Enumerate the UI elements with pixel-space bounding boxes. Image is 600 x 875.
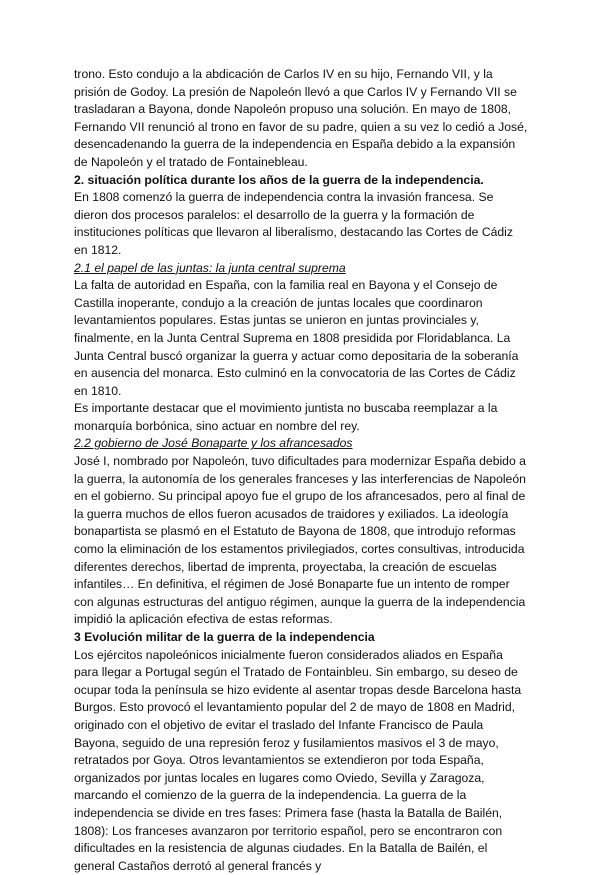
subheading-papel-juntas: 2.1 el papel de las juntas: la junta central suprema (74, 260, 346, 275)
section-heading-evolucion-militar: 3 Evolución militar de la guerra de la independencia (74, 630, 375, 644)
section-heading-situacion-politica: 2. situación política durante los años de la guerra de la independencia. (74, 172, 484, 187)
paragraph-jose-i: José I, nombrado por Napoleón, tuvo dificultades para modernizar España debido a la guerra, la autonomía de los generales franceses y las interferencias de Napoleón en el gobierno. Su principal apoyo fue el grupo de los afrancesados, pero al final de la guerra muchos de ellos fueron acusados de traidores y exiliados. La ideología bonapartista se plasmó en el Estatuto de Bayona de 1808, que introdujo reformas como la eliminación de los estamentos privilegiados, cortes consultivas, introducida diferentes derechos, libertad de imprenta, proyectaba, la creación de escuelas infantiles… En definitiva, el régimen de José Bonaparte fue un intento de romper con algunas estructuras del antiguo régimen, aunque la guerra de la independencia impidió la aplicación efectiva de estas reformas. (74, 454, 526, 627)
paragraph-guerra-independencia: En 1808 comenzó la guerra de independencia contra la invasión francesa. Se dieron dos procesos paralelos: el desarrollo de la guerra y la formación de instituciones políticas que llevaron al liberalismo, destacando las Cortes de Cádiz en 1812. (74, 190, 513, 257)
paragraph-abdicacion: trono. Esto condujo a la abdicación de Carlos IV en su hijo, Fernando VII, y la prisión de Godoy. La presión de Napoleón llevó a que Carlos IV y Fernando VII se trasladaran a Bayona, donde Napoleón propuso una solución. En mayo de 1808, Fernando VII renunció al trono en favor de su padre, quien a su vez lo cedió a José, desencadenando la guerra de la independencia en España debido a la expansión de Napoleón y el tratado de Fontainebleau. (74, 67, 528, 169)
document-page (74, 66, 528, 875)
paragraph-juntas: La falta de autoridad en España, con la familia real en Bayona y el Consejo de Castilla inoperante, condujo a la creación de juntas locales que coordinaron levantamientos populares. Estas juntas se unieron en juntas provinciales y, finalmente, en la Junta Central Suprema en 1808 presidida por Floridablanca. La Junta Central buscó organizar la guerra y actuar como depositaria de la soberanía en ausencia del monarca. Esto culminó en la convocatoria de las Cortes de Cádiz en 1810. (74, 278, 519, 398)
paragraph-ejercitos-napoleonicos: Los ejércitos napoleónicos inicialmente fueron considerados aliados en España para llegar a Portugal según el Tratado de Fontainbleu. Sin embargo, su deseo de ocupar toda la península se hizo evidente al asentar tropas desde Barcelona hasta Burgos. Esto provocó el levantamiento popular del 2 de mayo de 1808 en Madrid, originado con el objetivo de evitar el traslado del Infante Francisco de Paula Bayona, seguido de una represión feroz y fusilamientos masivos el 3 de mayo, retratados por Goya. Otros levantamientos se extendieron por toda España, organizados por juntas locales en lugares como Oviedo, Sevilla y Zaragoza, marcando el comienzo de la guerra de la independencia. La guerra de la independencia se divide en tres fases: Primera fase (hasta la Batalla de Bailén, 1808): Los franceses avanzaron por territorio español, pero se encontraron con dificultades en la resistencia de algunas ciudades. En la Batalla de Bailén, el general Castaños derrotó al general francés y (74, 647, 522, 873)
paragraph-movimiento-juntista: Es importante destacar que el movimiento juntista no buscaba reemplazar a la monarquía borbónica, sino actuar en nombre del rey. (74, 401, 498, 433)
subheading-jose-bonaparte: 2.2 gobierno de José Bonaparte y los afrancesados (74, 436, 353, 451)
